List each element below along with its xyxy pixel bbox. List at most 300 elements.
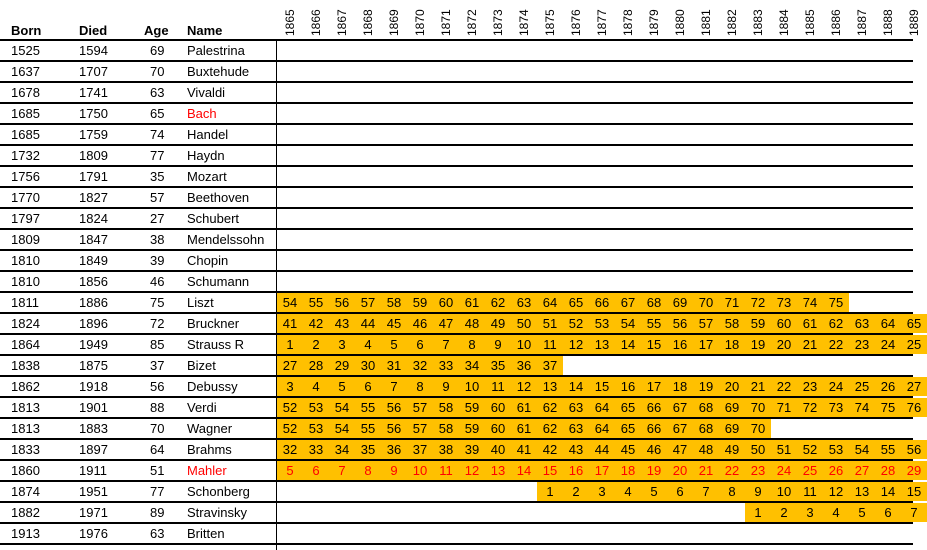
age-in-year: 53: [308, 421, 324, 436]
age-in-year: 20: [724, 379, 740, 394]
age-in-year: 56: [672, 316, 688, 331]
age-in-year: 17: [646, 379, 662, 394]
age-in-year: 56: [386, 421, 402, 436]
year-label: 1873: [491, 9, 505, 36]
age-in-year: 25: [802, 463, 818, 478]
age-in-year: 16: [568, 463, 584, 478]
age-in-year: 6: [676, 484, 684, 499]
composer-name: Mozart: [187, 169, 227, 184]
age-in-year: 59: [750, 316, 766, 331]
year-header: [433, 2, 459, 38]
age-in-year: 49: [724, 442, 740, 457]
age-in-year: 58: [724, 316, 740, 331]
composer-name: Mendelssohn: [187, 232, 265, 247]
row-border: [0, 39, 913, 41]
age-in-year: 24: [776, 463, 792, 478]
year-header: [823, 2, 849, 38]
age-in-year: 56: [906, 442, 922, 457]
age-in-year: 64: [594, 421, 610, 436]
age-in-year: 21: [750, 379, 766, 394]
composer-name: Palestrina: [187, 43, 245, 58]
age-in-year: 52: [568, 316, 584, 331]
age-in-year: 19: [750, 337, 766, 352]
died-year: 1827: [79, 190, 108, 205]
died-year: 1809: [79, 148, 108, 163]
age-in-year: 48: [698, 442, 714, 457]
age-in-year: 36: [516, 358, 532, 373]
age-in-year: 13: [594, 337, 610, 352]
row-border: [0, 312, 913, 314]
row-border: [0, 60, 913, 62]
age-in-year: 4: [624, 484, 632, 499]
age-in-year: 65: [906, 316, 922, 331]
age-in-year: 55: [646, 316, 662, 331]
age-in-year: 72: [802, 400, 818, 415]
age-in-year: 52: [282, 400, 298, 415]
died-year: 1875: [79, 358, 108, 373]
year-label: 1875: [543, 9, 557, 36]
born-year: 1685: [11, 127, 40, 142]
row-border: [0, 102, 913, 104]
age-in-year: 2: [780, 505, 788, 520]
age-in-year: 59: [464, 400, 480, 415]
age-at-death: 27: [150, 211, 165, 226]
age-in-year: 9: [442, 379, 450, 394]
age-in-year: 74: [802, 295, 818, 310]
age-in-year: 55: [880, 442, 896, 457]
died-year: 1918: [79, 379, 108, 394]
year-label: 1871: [439, 9, 453, 36]
age-in-year: 27: [854, 463, 870, 478]
row-border: [0, 417, 913, 419]
born-year: 1860: [11, 463, 40, 478]
age-in-year: 24: [880, 337, 896, 352]
year-header: [875, 2, 901, 38]
age-at-death: 77: [150, 148, 165, 163]
age-in-year: 54: [334, 421, 350, 436]
age-in-year: 22: [828, 337, 844, 352]
age-in-year: 17: [594, 463, 610, 478]
age-in-year: 10: [464, 379, 480, 394]
born-year: 1732: [11, 148, 40, 163]
row-border: [0, 543, 913, 545]
age-in-year: 12: [568, 337, 584, 352]
age-at-death: 51: [150, 463, 165, 478]
age-in-year: 15: [646, 337, 662, 352]
age-in-year: 52: [802, 442, 818, 457]
age-in-year: 35: [360, 442, 376, 457]
age-in-year: 15: [594, 379, 610, 394]
born-year: 1525: [11, 43, 40, 58]
composer-name: Schumann: [187, 274, 250, 289]
age-in-year: 70: [750, 400, 766, 415]
year-label: 1868: [361, 9, 375, 36]
age-in-year: 19: [698, 379, 714, 394]
age-in-year: 4: [832, 505, 840, 520]
age-in-year: 7: [338, 463, 346, 478]
born-year: 1797: [11, 211, 40, 226]
age-in-year: 59: [412, 295, 428, 310]
year-header: [797, 2, 823, 38]
age-in-year: 75: [880, 400, 896, 415]
age-in-year: 16: [672, 337, 688, 352]
age-in-year: 20: [672, 463, 688, 478]
year-header: [641, 2, 667, 38]
age-in-year: 18: [620, 463, 636, 478]
age-in-year: 62: [542, 400, 558, 415]
age-in-year: 57: [360, 295, 376, 310]
age-in-year: 65: [620, 400, 636, 415]
age-in-year: 7: [702, 484, 710, 499]
age-in-year: 6: [312, 463, 320, 478]
died-year: 1750: [79, 106, 108, 121]
age-in-year: 5: [390, 337, 398, 352]
age-in-year: 71: [776, 400, 792, 415]
died-year: 1886: [79, 295, 108, 310]
age-in-year: 53: [828, 442, 844, 457]
age-in-year: 3: [338, 337, 346, 352]
composer-name: Haydn: [187, 148, 225, 163]
age-in-year: 7: [390, 379, 398, 394]
age-in-year: 26: [880, 379, 896, 394]
age-in-year: 58: [438, 421, 454, 436]
age-in-year: 61: [516, 421, 532, 436]
age-in-year: 42: [308, 316, 324, 331]
age-in-year: 31: [386, 358, 402, 373]
age-in-year: 5: [858, 505, 866, 520]
age-in-year: 5: [650, 484, 658, 499]
age-in-year: 30: [360, 358, 376, 373]
died-year: 1856: [79, 274, 108, 289]
row-border: [0, 165, 913, 167]
age-in-year: 56: [386, 400, 402, 415]
year-label: 1881: [699, 9, 713, 36]
age-in-year: 28: [308, 358, 324, 373]
age-in-year: 39: [464, 442, 480, 457]
age-in-year: 22: [724, 463, 740, 478]
born-year: 1637: [11, 64, 40, 79]
age-in-year: 12: [464, 463, 480, 478]
died-year: 1849: [79, 253, 108, 268]
composer-name: Verdi: [187, 400, 217, 415]
age-at-death: 39: [150, 253, 165, 268]
age-in-year: 6: [364, 379, 372, 394]
age-in-year: 13: [854, 484, 870, 499]
died-year: 1791: [79, 169, 108, 184]
year-header: [667, 2, 693, 38]
age-at-death: 70: [150, 421, 165, 436]
age-in-year: 57: [412, 421, 428, 436]
age-in-year: 37: [412, 442, 428, 457]
age-in-year: 60: [490, 400, 506, 415]
age-in-year: 69: [672, 295, 688, 310]
age-in-year: 47: [438, 316, 454, 331]
age-in-year: 55: [360, 421, 376, 436]
age-in-year: 16: [620, 379, 636, 394]
age-at-death: 35: [150, 169, 165, 184]
age-in-year: 1: [286, 337, 294, 352]
age-in-year: 57: [412, 400, 428, 415]
died-year: 1896: [79, 316, 108, 331]
age-in-year: 24: [828, 379, 844, 394]
year-label: 1869: [387, 9, 401, 36]
year-label: 1887: [855, 9, 869, 36]
row-border: [0, 480, 913, 482]
age-in-year: 44: [360, 316, 376, 331]
year-header: [381, 2, 407, 38]
year-header: [615, 2, 641, 38]
composer-name: Debussy: [187, 379, 238, 394]
age-at-death: 56: [150, 379, 165, 394]
age-in-year: 15: [542, 463, 558, 478]
age-at-death: 75: [150, 295, 165, 310]
composer-name: Chopin: [187, 253, 229, 268]
born-year: 1810: [11, 274, 40, 289]
born-year: 1685: [11, 106, 40, 121]
year-header: [303, 2, 329, 38]
year-header: [849, 2, 875, 38]
header-died: Died: [79, 23, 108, 38]
age-at-death: 63: [150, 85, 165, 100]
age-in-year: 53: [308, 400, 324, 415]
age-in-year: 49: [490, 316, 506, 331]
age-in-year: 69: [724, 400, 740, 415]
row-border: [0, 522, 913, 524]
age-in-year: 70: [698, 295, 714, 310]
born-year: 1813: [11, 421, 40, 436]
age-in-year: 60: [490, 421, 506, 436]
row-border: [0, 207, 913, 209]
age-in-year: 9: [754, 484, 762, 499]
composer-name: Britten: [187, 526, 225, 541]
age-in-year: 34: [334, 442, 350, 457]
row-border: [0, 123, 913, 125]
age-in-year: 38: [438, 442, 454, 457]
died-year: 1883: [79, 421, 108, 436]
age-in-year: 18: [724, 337, 740, 352]
year-header: [355, 2, 381, 38]
died-year: 1897: [79, 442, 108, 457]
age-in-year: 13: [542, 379, 558, 394]
row-border: [0, 333, 913, 335]
age-in-year: 55: [308, 295, 324, 310]
row-border: [0, 501, 913, 503]
year-label: 1880: [673, 9, 687, 36]
age-at-death: 74: [150, 127, 165, 142]
age-in-year: 27: [906, 379, 922, 394]
born-year: 1810: [11, 253, 40, 268]
age-in-year: 37: [542, 358, 558, 373]
age-in-year: 76: [906, 400, 922, 415]
age-in-year: 62: [490, 295, 506, 310]
age-in-year: 67: [672, 400, 688, 415]
age-in-year: 73: [776, 295, 792, 310]
row-border: [0, 375, 913, 377]
born-year: 1813: [11, 400, 40, 415]
age-in-year: 21: [698, 463, 714, 478]
age-in-year: 71: [724, 295, 740, 310]
age-at-death: 63: [150, 526, 165, 541]
year-label: 1874: [517, 9, 531, 36]
died-year: 1759: [79, 127, 108, 142]
age-in-year: 11: [803, 484, 817, 499]
died-year: 1824: [79, 211, 108, 226]
age-in-year: 59: [464, 421, 480, 436]
age-at-death: 85: [150, 337, 165, 352]
age-at-death: 64: [150, 442, 165, 457]
year-header: [771, 2, 797, 38]
age-in-year: 60: [438, 295, 454, 310]
age-in-year: 18: [672, 379, 688, 394]
died-year: 1741: [79, 85, 108, 100]
age-in-year: 3: [286, 379, 294, 394]
born-year: 1756: [11, 169, 40, 184]
age-in-year: 62: [828, 316, 844, 331]
year-label: 1879: [647, 9, 661, 36]
died-year: 1971: [79, 505, 108, 520]
age-at-death: 57: [150, 190, 165, 205]
age-in-year: 62: [542, 421, 558, 436]
age-at-death: 65: [150, 106, 165, 121]
age-in-year: 42: [542, 442, 558, 457]
age-in-year: 1: [754, 505, 762, 520]
composer-name: Liszt: [187, 295, 214, 310]
age-in-year: 61: [464, 295, 480, 310]
age-in-year: 54: [854, 442, 870, 457]
year-header: [537, 2, 563, 38]
year-header: [277, 2, 303, 38]
age-at-death: 89: [150, 505, 165, 520]
age-in-year: 70: [750, 421, 766, 436]
age-in-year: 51: [776, 442, 792, 457]
composer-name: Schonberg: [187, 484, 250, 499]
age-in-year: 52: [282, 421, 298, 436]
age-in-year: 51: [542, 316, 558, 331]
year-header: [589, 2, 615, 38]
age-in-year: 43: [568, 442, 584, 457]
age-at-death: 77: [150, 484, 165, 499]
year-label: 1865: [283, 9, 297, 36]
age-in-year: 23: [750, 463, 766, 478]
age-in-year: 2: [312, 337, 320, 352]
age-in-year: 66: [646, 400, 662, 415]
age-in-year: 69: [724, 421, 740, 436]
age-in-year: 65: [620, 421, 636, 436]
row-border: [0, 291, 913, 293]
year-header: [693, 2, 719, 38]
age-in-year: 29: [906, 463, 922, 478]
age-in-year: 68: [698, 421, 714, 436]
composer-name: Brahms: [187, 442, 232, 457]
born-year: 1824: [11, 316, 40, 331]
age-in-year: 5: [338, 379, 346, 394]
composer-name: Vivaldi: [187, 85, 226, 100]
composer-name: Mahler: [187, 463, 227, 478]
age-at-death: 72: [150, 316, 165, 331]
composer-name: Beethoven: [187, 190, 250, 205]
age-at-death: 37: [150, 358, 165, 373]
age-in-year: 56: [334, 295, 350, 310]
composer-name: Strauss R: [187, 337, 245, 352]
died-year: 1951: [79, 484, 108, 499]
age-in-year: 64: [542, 295, 558, 310]
age-in-year: 54: [620, 316, 636, 331]
age-in-year: 50: [750, 442, 766, 457]
age-in-year: 50: [516, 316, 532, 331]
age-in-year: 46: [412, 316, 428, 331]
row-border: [0, 270, 913, 272]
age-in-year: 6: [416, 337, 424, 352]
age-in-year: 67: [620, 295, 636, 310]
year-header: [719, 2, 745, 38]
composer-name: Wagner: [187, 421, 233, 436]
age-in-year: 64: [594, 400, 610, 415]
year-header: [745, 2, 771, 38]
column-divider: [276, 40, 277, 550]
age-in-year: 10: [412, 463, 428, 478]
row-border: [0, 354, 913, 356]
died-year: 1847: [79, 232, 108, 247]
age-in-year: 12: [828, 484, 844, 499]
age-in-year: 45: [386, 316, 402, 331]
age-in-year: 32: [412, 358, 428, 373]
born-year: 1913: [11, 526, 40, 541]
age-in-year: 35: [490, 358, 506, 373]
age-in-year: 11: [543, 337, 557, 352]
age-in-year: 73: [828, 400, 844, 415]
age-in-year: 19: [646, 463, 662, 478]
born-year: 1770: [11, 190, 40, 205]
age-in-year: 68: [698, 400, 714, 415]
age-in-year: 29: [334, 358, 350, 373]
born-year: 1864: [11, 337, 40, 352]
age-at-death: 88: [150, 400, 165, 415]
year-header: [563, 2, 589, 38]
row-border: [0, 228, 913, 230]
age-in-year: 6: [884, 505, 892, 520]
age-in-year: 7: [442, 337, 450, 352]
age-in-year: 68: [646, 295, 662, 310]
year-label: 1889: [907, 9, 921, 36]
age-in-year: 8: [364, 463, 372, 478]
age-in-year: 4: [364, 337, 372, 352]
composer-name: Bruckner: [187, 316, 240, 331]
age-in-year: 40: [490, 442, 506, 457]
age-in-year: 2: [572, 484, 580, 499]
age-in-year: 63: [568, 400, 584, 415]
died-year: 1911: [79, 463, 107, 478]
age-in-year: 54: [282, 295, 298, 310]
year-label: 1867: [335, 9, 349, 36]
age-in-year: 61: [802, 316, 818, 331]
age-in-year: 9: [390, 463, 398, 478]
age-in-year: 8: [416, 379, 424, 394]
row-border: [0, 438, 913, 440]
born-year: 1809: [11, 232, 40, 247]
died-year: 1901: [79, 400, 108, 415]
age-in-year: 21: [802, 337, 818, 352]
died-year: 1949: [79, 337, 108, 352]
age-in-year: 47: [672, 442, 688, 457]
age-in-year: 63: [516, 295, 532, 310]
age-in-year: 45: [620, 442, 636, 457]
age-in-year: 26: [828, 463, 844, 478]
year-header: [459, 2, 485, 38]
age-in-year: 57: [698, 316, 714, 331]
age-in-year: 75: [828, 295, 844, 310]
age-in-year: 33: [308, 442, 324, 457]
age-in-year: 54: [334, 400, 350, 415]
